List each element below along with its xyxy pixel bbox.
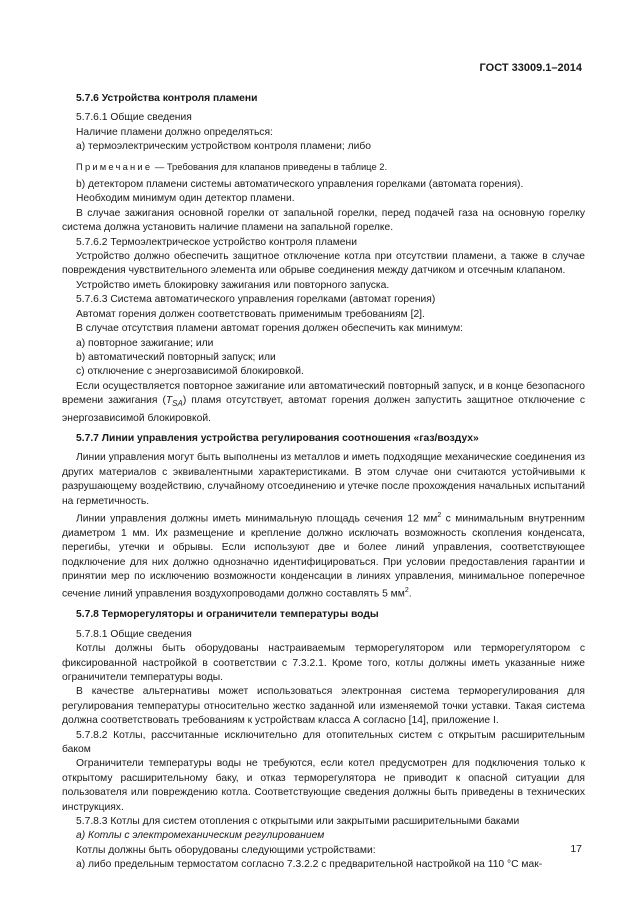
paragraph bbox=[62, 380, 585, 426]
paragraph bbox=[62, 509, 585, 602]
paragraph: a) повторное зажигание; или bbox=[76, 337, 214, 349]
paragraph: В случае зажигания основной горелки от запальной горелки, перед подачей газа на основную горелку система должна установить наличие пламени на запальной горелке. bbox=[62, 207, 585, 234]
text-run: с минимальным внутренним диаметром 1 мм. Их размещение и крепление должно исключать возможность скопления конденсата, перегибы, утечки и обрывы. Если используют две и более линий управления, соответствующее подключение для них должно однозначно идентифицироваться. При условии предоставления гарантии и принятии мер по исключению возможности конденсации в линиях управления, минимальное поперечное сечение линий управления воздухопроводами должно составлять 5 мм bbox=[62, 513, 585, 600]
section-heading-5-7-7: 5.7.7 Линии управления устройства регулирования соотношения «газ/воздух» bbox=[76, 432, 479, 444]
variable-t: T bbox=[165, 395, 173, 407]
document-code: ГОСТ 33009.1–2014 bbox=[479, 62, 582, 74]
section-heading-5-7-8: 5.7.8 Терморегуляторы и ограничители температуры воды bbox=[76, 609, 379, 621]
section-heading-5-7-6: 5.7.6 Устройства контроля пламени bbox=[76, 93, 258, 104]
variable-subscript: SA bbox=[172, 399, 183, 409]
paragraph: Котлы должны быть оборудованы следующими устройствами: bbox=[76, 844, 376, 856]
paragraph: a) либо предельным термостатом согласно 7.3.2.2 с предварительной настройкой на 110 °С мак- bbox=[76, 859, 543, 871]
page-number: 17 bbox=[570, 843, 582, 855]
text-run: Линии управления должны иметь минимальную площадь сечения 12 мм bbox=[76, 513, 438, 525]
paragraph: 5.7.8.1 Общие сведения bbox=[76, 628, 192, 640]
paragraph: a) Котлы с электромеханическим регулированием bbox=[76, 830, 325, 842]
note-label: Примечание bbox=[76, 160, 153, 172]
superscript: 2 bbox=[404, 587, 409, 595]
document-body bbox=[62, 92, 585, 873]
paragraph: c) отключение с энергозависимой блокировкой. bbox=[76, 366, 304, 378]
paragraph: a) термоэлектрическим устройством контроля пламени; либо bbox=[76, 141, 371, 153]
text-run: ) пламя отсутствует, автомат горения должен запустить защитное отключение с энергозависимой блокировкой. bbox=[62, 395, 585, 424]
paragraph: 5.7.8.2 Котлы, рассчитанные исключительно для отопительных систем с открытым расширительным баком bbox=[62, 729, 585, 755]
paragraph: В случае отсутствия пламени автомат горения должен обеспечить как минимум: bbox=[76, 323, 464, 335]
paragraph: Ограничители температуры воды не требуются, если котел предусмотрен для подключения только к открытому расширительному баку, и отказ терморегулятора не приводит к опасной ситуации для пользователя или повреждению котла. Соответствующие сведения должны быть приведены в технических инструкциях. bbox=[62, 758, 585, 813]
note bbox=[62, 160, 585, 174]
paragraph: 5.7.6.1 Общие сведения bbox=[76, 112, 192, 124]
paragraph: Необходим минимум один детектор пламени. bbox=[76, 193, 295, 205]
paragraph: b) детектором пламени системы автоматического управления горелками (автомата горения). bbox=[76, 179, 524, 191]
paragraph: Наличие пламени должно определяться: bbox=[76, 126, 273, 138]
text-run: Если осуществляется повторное зажигание или автоматический повторный запуск, и в конце безопасного времени зажигания ( bbox=[62, 380, 585, 407]
superscript: 2 bbox=[437, 512, 442, 520]
paragraph: Линии управления могут быть выполнены из металлов и иметь подходящие механические соединения из других материалов с эквивалентными характеристиками. В этом случае они считаются устойчивыми к разрушающему воздействию, случайному отсоединению и утечке после прохождения начальных испытаний на герметичность. bbox=[62, 452, 585, 507]
paragraph: 5.7.6.2 Термоэлектрическое устройство контроля пламени bbox=[76, 236, 357, 248]
paragraph: Устройство иметь блокировку зажигания или повторного запуска. bbox=[76, 279, 390, 291]
paragraph: Котлы должны быть оборудованы настраиваемым терморегулятором или терморегулятором с фиксированной настройкой в соответствии с 7.3.2.1. Кроме того, котлы должны иметь указанные ниже ограничители температуры воды. bbox=[62, 643, 585, 683]
paragraph: b) автоматический повторный запуск; или bbox=[76, 351, 276, 363]
paragraph: Устройство должно обеспечить защитное отключение котла при отсутствии пламени, а также в случае повреждения чувствительного элемента или обрыве соединения между датчиком и отсечным клапаном. bbox=[62, 251, 585, 277]
paragraph: 5.7.8.3 Котлы для систем отопления с открытыми или закрытыми расширительными баками bbox=[76, 815, 520, 827]
paragraph: 5.7.6.3 Система автоматического управления горелками (автомат горения) bbox=[76, 294, 436, 306]
paragraph: Автомат горения должен соответствовать применимым требованиям [2]. bbox=[76, 308, 425, 320]
note-text: — Требования для клапанов приведены в таблице 2. bbox=[152, 160, 388, 172]
paragraph: В качестве альтернативы может использоваться электронная система терморегулирования для регулирования температуры относительно жестко заданной или изменяемой точки уставки. Такая система должна соответствовать требованиям к устройствам класса А согласно [14], приложение I. bbox=[62, 686, 585, 727]
text-run: . bbox=[408, 588, 412, 600]
